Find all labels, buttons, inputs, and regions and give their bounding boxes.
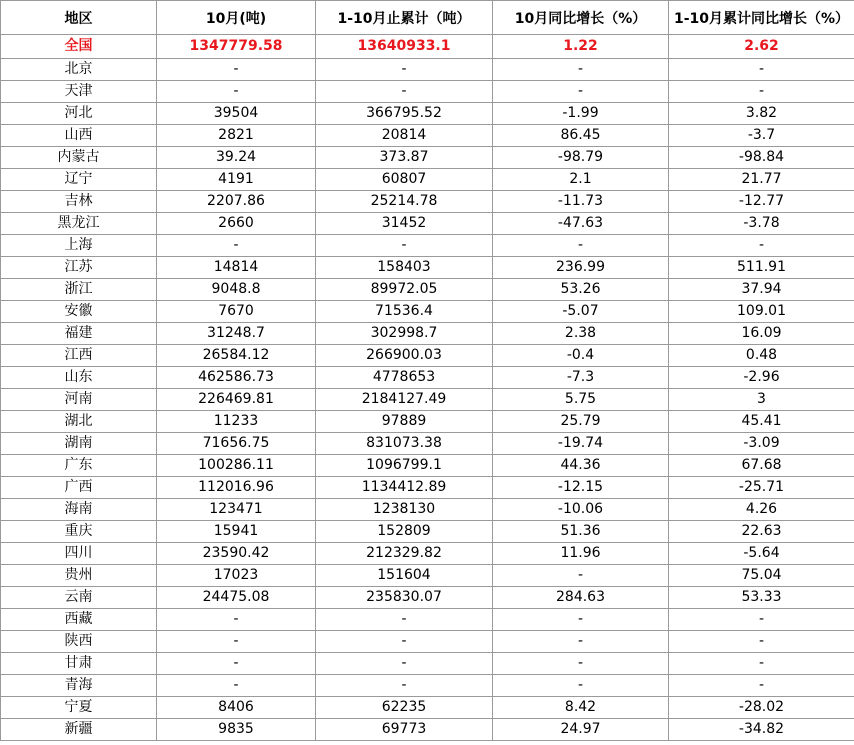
cell-october-yoy-growth: - bbox=[493, 81, 669, 103]
table-row bbox=[1, 389, 854, 411]
cell-region: 青海 bbox=[1, 675, 157, 697]
cell-october-tons: 24475.08 bbox=[157, 587, 316, 609]
table-row bbox=[1, 323, 854, 345]
cell-cumulative-yoy-growth: 4.26 bbox=[669, 499, 854, 521]
cell-october-tons: - bbox=[157, 235, 316, 257]
cell-region: 江苏 bbox=[1, 257, 157, 279]
cell-october-yoy-growth: 44.36 bbox=[493, 455, 669, 477]
cell-jan-oct-cumulative: 1096799.1 bbox=[316, 455, 493, 477]
cell-october-tons: 2821 bbox=[157, 125, 316, 147]
cell-october-yoy-growth: -98.79 bbox=[493, 147, 669, 169]
cell-region: 天津 bbox=[1, 81, 157, 103]
total-cumulative-yoy-growth: 2.62 bbox=[669, 35, 854, 59]
cell-jan-oct-cumulative: 158403 bbox=[316, 257, 493, 279]
cell-region: 广西 bbox=[1, 477, 157, 499]
total-october-yoy-growth: 1.22 bbox=[493, 35, 669, 59]
header-october-tons: 10月(吨) bbox=[157, 1, 316, 35]
cell-october-tons: 7670 bbox=[157, 301, 316, 323]
cell-region: 陕西 bbox=[1, 631, 157, 653]
table-row bbox=[1, 81, 854, 103]
cell-cumulative-yoy-growth: - bbox=[669, 81, 854, 103]
total-jan-oct-cumulative: 13640933.1 bbox=[316, 35, 493, 59]
cell-october-tons: - bbox=[157, 675, 316, 697]
cell-region: 辽宁 bbox=[1, 169, 157, 191]
cell-region: 江西 bbox=[1, 345, 157, 367]
table-row bbox=[1, 147, 854, 169]
cell-october-yoy-growth: 2.1 bbox=[493, 169, 669, 191]
table-row bbox=[1, 213, 854, 235]
table-row bbox=[1, 235, 854, 257]
cell-region: 上海 bbox=[1, 235, 157, 257]
cell-region: 吉林 bbox=[1, 191, 157, 213]
cell-october-tons: - bbox=[157, 59, 316, 81]
cell-cumulative-yoy-growth: - bbox=[669, 653, 854, 675]
cell-jan-oct-cumulative: 212329.82 bbox=[316, 543, 493, 565]
cell-october-tons: 17023 bbox=[157, 565, 316, 587]
cell-october-yoy-growth: 24.97 bbox=[493, 719, 669, 741]
cell-jan-oct-cumulative: - bbox=[316, 675, 493, 697]
cell-cumulative-yoy-growth: -12.77 bbox=[669, 191, 854, 213]
cell-october-tons: 14814 bbox=[157, 257, 316, 279]
cell-october-tons: 26584.12 bbox=[157, 345, 316, 367]
cell-jan-oct-cumulative: 151604 bbox=[316, 565, 493, 587]
cell-october-yoy-growth: 86.45 bbox=[493, 125, 669, 147]
cell-october-yoy-growth: - bbox=[493, 565, 669, 587]
cell-jan-oct-cumulative: 25214.78 bbox=[316, 191, 493, 213]
table-row bbox=[1, 587, 854, 609]
cell-jan-oct-cumulative: 60807 bbox=[316, 169, 493, 191]
table-row bbox=[1, 301, 854, 323]
cell-october-yoy-growth: 8.42 bbox=[493, 697, 669, 719]
table-row bbox=[1, 521, 854, 543]
table-row bbox=[1, 345, 854, 367]
cell-october-yoy-growth: -0.4 bbox=[493, 345, 669, 367]
cell-region: 甘肃 bbox=[1, 653, 157, 675]
cell-october-yoy-growth: -10.06 bbox=[493, 499, 669, 521]
cell-cumulative-yoy-growth: -5.64 bbox=[669, 543, 854, 565]
cell-region: 福建 bbox=[1, 323, 157, 345]
cell-october-yoy-growth: -5.07 bbox=[493, 301, 669, 323]
cell-october-yoy-growth: -11.73 bbox=[493, 191, 669, 213]
table-row bbox=[1, 565, 854, 587]
cell-october-tons: 100286.11 bbox=[157, 455, 316, 477]
cell-october-tons: 15941 bbox=[157, 521, 316, 543]
cell-region: 北京 bbox=[1, 59, 157, 81]
cell-october-yoy-growth: 236.99 bbox=[493, 257, 669, 279]
table-row bbox=[1, 609, 854, 631]
table-row bbox=[1, 169, 854, 191]
cell-october-yoy-growth: 53.26 bbox=[493, 279, 669, 301]
cell-jan-oct-cumulative: 366795.52 bbox=[316, 103, 493, 125]
cell-october-yoy-growth: -7.3 bbox=[493, 367, 669, 389]
cell-jan-oct-cumulative: 1238130 bbox=[316, 499, 493, 521]
cell-jan-oct-cumulative: - bbox=[316, 235, 493, 257]
cell-october-tons: 123471 bbox=[157, 499, 316, 521]
cell-october-tons: 112016.96 bbox=[157, 477, 316, 499]
total-october-tons: 1347779.58 bbox=[157, 35, 316, 59]
cell-october-tons: 462586.73 bbox=[157, 367, 316, 389]
table-row bbox=[1, 543, 854, 565]
table-row bbox=[1, 411, 854, 433]
table-row bbox=[1, 477, 854, 499]
cell-region: 湖北 bbox=[1, 411, 157, 433]
table-row bbox=[1, 279, 854, 301]
cell-cumulative-yoy-growth: 3 bbox=[669, 389, 854, 411]
cell-october-tons: 31248.7 bbox=[157, 323, 316, 345]
cell-october-tons: 226469.81 bbox=[157, 389, 316, 411]
cell-jan-oct-cumulative: 373.87 bbox=[316, 147, 493, 169]
cell-region: 云南 bbox=[1, 587, 157, 609]
cell-region: 河南 bbox=[1, 389, 157, 411]
table-row bbox=[1, 125, 854, 147]
cell-jan-oct-cumulative: 2184127.49 bbox=[316, 389, 493, 411]
cell-cumulative-yoy-growth: 21.77 bbox=[669, 169, 854, 191]
cell-cumulative-yoy-growth: - bbox=[669, 609, 854, 631]
cell-october-yoy-growth: 25.79 bbox=[493, 411, 669, 433]
cell-cumulative-yoy-growth: -2.96 bbox=[669, 367, 854, 389]
cell-cumulative-yoy-growth: 3.82 bbox=[669, 103, 854, 125]
cell-region: 贵州 bbox=[1, 565, 157, 587]
cell-october-yoy-growth: - bbox=[493, 653, 669, 675]
cell-october-yoy-growth: - bbox=[493, 609, 669, 631]
table-row bbox=[1, 367, 854, 389]
cell-jan-oct-cumulative: 152809 bbox=[316, 521, 493, 543]
cell-october-tons: 9048.8 bbox=[157, 279, 316, 301]
cell-october-tons: 71656.75 bbox=[157, 433, 316, 455]
cell-cumulative-yoy-growth: - bbox=[669, 235, 854, 257]
cell-october-yoy-growth: 284.63 bbox=[493, 587, 669, 609]
cell-october-tons: - bbox=[157, 653, 316, 675]
cell-cumulative-yoy-growth: -3.09 bbox=[669, 433, 854, 455]
table-row bbox=[1, 631, 854, 653]
cell-jan-oct-cumulative: 89972.05 bbox=[316, 279, 493, 301]
cell-jan-oct-cumulative: - bbox=[316, 631, 493, 653]
cell-october-yoy-growth: -19.74 bbox=[493, 433, 669, 455]
cell-october-tons: - bbox=[157, 81, 316, 103]
cell-october-tons: 4191 bbox=[157, 169, 316, 191]
cell-jan-oct-cumulative: 4778653 bbox=[316, 367, 493, 389]
cell-region: 新疆 bbox=[1, 719, 157, 741]
header-row bbox=[1, 1, 854, 35]
cell-october-tons: 39.24 bbox=[157, 147, 316, 169]
cell-october-tons: - bbox=[157, 631, 316, 653]
cell-october-tons: 2660 bbox=[157, 213, 316, 235]
cell-jan-oct-cumulative: 69773 bbox=[316, 719, 493, 741]
cell-october-tons: 11233 bbox=[157, 411, 316, 433]
cell-jan-oct-cumulative: 97889 bbox=[316, 411, 493, 433]
cell-region: 广东 bbox=[1, 455, 157, 477]
header-jan-oct-cumulative: 1-10月止累计（吨） bbox=[316, 1, 493, 35]
cell-jan-oct-cumulative: 62235 bbox=[316, 697, 493, 719]
cell-october-tons: 8406 bbox=[157, 697, 316, 719]
cell-cumulative-yoy-growth: 16.09 bbox=[669, 323, 854, 345]
cell-cumulative-yoy-growth: -3.7 bbox=[669, 125, 854, 147]
cell-region: 安徽 bbox=[1, 301, 157, 323]
cell-october-tons: 2207.86 bbox=[157, 191, 316, 213]
cell-jan-oct-cumulative: - bbox=[316, 59, 493, 81]
header-october-yoy-growth: 10月同比增长（%） bbox=[493, 1, 669, 35]
cell-cumulative-yoy-growth: 37.94 bbox=[669, 279, 854, 301]
cell-cumulative-yoy-growth: 75.04 bbox=[669, 565, 854, 587]
table-row bbox=[1, 455, 854, 477]
table-row bbox=[1, 59, 854, 81]
table-row bbox=[1, 257, 854, 279]
table-row bbox=[1, 653, 854, 675]
table-row bbox=[1, 675, 854, 697]
table-row bbox=[1, 433, 854, 455]
cell-cumulative-yoy-growth: -34.82 bbox=[669, 719, 854, 741]
cell-region: 山西 bbox=[1, 125, 157, 147]
cell-october-yoy-growth: -12.15 bbox=[493, 477, 669, 499]
cell-october-yoy-growth: -1.99 bbox=[493, 103, 669, 125]
cell-region: 重庆 bbox=[1, 521, 157, 543]
cell-jan-oct-cumulative: - bbox=[316, 609, 493, 631]
table-row bbox=[1, 719, 854, 741]
cell-october-yoy-growth: 11.96 bbox=[493, 543, 669, 565]
cell-cumulative-yoy-growth: - bbox=[669, 59, 854, 81]
cell-october-tons: 23590.42 bbox=[157, 543, 316, 565]
cell-cumulative-yoy-growth: 0.48 bbox=[669, 345, 854, 367]
cell-cumulative-yoy-growth: 53.33 bbox=[669, 587, 854, 609]
cell-jan-oct-cumulative: 302998.7 bbox=[316, 323, 493, 345]
cell-cumulative-yoy-growth: -28.02 bbox=[669, 697, 854, 719]
cell-cumulative-yoy-growth: 45.41 bbox=[669, 411, 854, 433]
cell-region: 河北 bbox=[1, 103, 157, 125]
cell-region: 四川 bbox=[1, 543, 157, 565]
cell-jan-oct-cumulative: 31452 bbox=[316, 213, 493, 235]
cell-october-yoy-growth: - bbox=[493, 235, 669, 257]
cell-region: 海南 bbox=[1, 499, 157, 521]
cell-october-tons: - bbox=[157, 609, 316, 631]
cell-jan-oct-cumulative: 1134412.89 bbox=[316, 477, 493, 499]
cell-jan-oct-cumulative: - bbox=[316, 653, 493, 675]
cell-october-tons: 39504 bbox=[157, 103, 316, 125]
cell-cumulative-yoy-growth: -25.71 bbox=[669, 477, 854, 499]
cell-region: 宁夏 bbox=[1, 697, 157, 719]
cell-jan-oct-cumulative: - bbox=[316, 81, 493, 103]
cell-jan-oct-cumulative: 831073.38 bbox=[316, 433, 493, 455]
cell-jan-oct-cumulative: 235830.07 bbox=[316, 587, 493, 609]
cell-cumulative-yoy-growth: 22.63 bbox=[669, 521, 854, 543]
cell-jan-oct-cumulative: 20814 bbox=[316, 125, 493, 147]
header-region: 地区 bbox=[1, 1, 157, 35]
cell-october-tons: 9835 bbox=[157, 719, 316, 741]
table-row bbox=[1, 697, 854, 719]
cell-cumulative-yoy-growth: 67.68 bbox=[669, 455, 854, 477]
table-row bbox=[1, 103, 854, 125]
cell-cumulative-yoy-growth: - bbox=[669, 675, 854, 697]
cell-october-yoy-growth: - bbox=[493, 59, 669, 81]
table-row bbox=[1, 191, 854, 213]
table-row bbox=[1, 499, 854, 521]
cell-cumulative-yoy-growth: 109.01 bbox=[669, 301, 854, 323]
cell-october-yoy-growth: - bbox=[493, 631, 669, 653]
cell-jan-oct-cumulative: 71536.4 bbox=[316, 301, 493, 323]
cell-jan-oct-cumulative: 266900.03 bbox=[316, 345, 493, 367]
cell-region: 浙江 bbox=[1, 279, 157, 301]
header-cumulative-yoy-growth: 1-10月累计同比增长（%） bbox=[669, 1, 854, 35]
cell-october-yoy-growth: - bbox=[493, 675, 669, 697]
cell-october-yoy-growth: -47.63 bbox=[493, 213, 669, 235]
cell-october-yoy-growth: 5.75 bbox=[493, 389, 669, 411]
cell-october-yoy-growth: 2.38 bbox=[493, 323, 669, 345]
cell-october-yoy-growth: 51.36 bbox=[493, 521, 669, 543]
cell-cumulative-yoy-growth: 511.91 bbox=[669, 257, 854, 279]
cell-region: 内蒙古 bbox=[1, 147, 157, 169]
total-region: 全国 bbox=[1, 35, 157, 59]
cell-region: 黑龙江 bbox=[1, 213, 157, 235]
cell-cumulative-yoy-growth: -98.84 bbox=[669, 147, 854, 169]
cell-cumulative-yoy-growth: -3.78 bbox=[669, 213, 854, 235]
cell-region: 湖南 bbox=[1, 433, 157, 455]
cell-region: 山东 bbox=[1, 367, 157, 389]
national-total-row bbox=[1, 35, 854, 59]
cell-cumulative-yoy-growth: - bbox=[669, 631, 854, 653]
cell-region: 西藏 bbox=[1, 609, 157, 631]
